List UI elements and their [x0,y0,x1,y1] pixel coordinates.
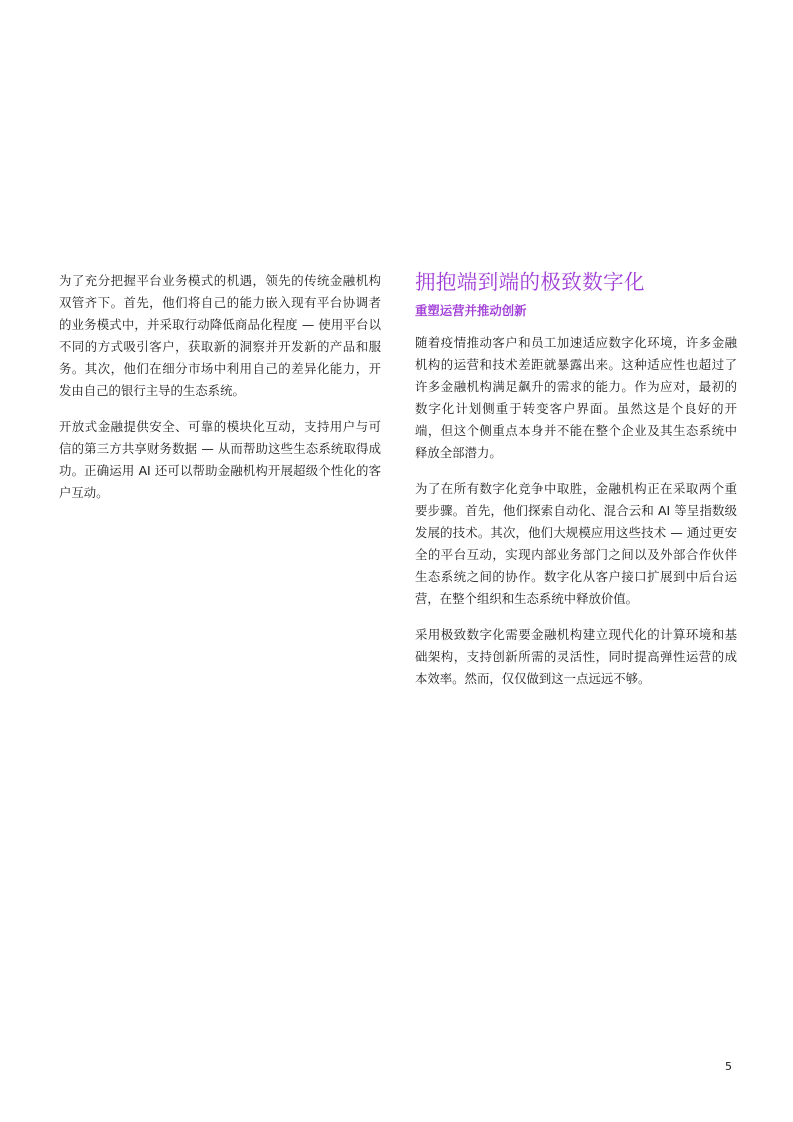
body-paragraph: 采用极致数字化需要金融机构建立现代化的计算环境和基础架构，支持创新所需的灵活性，同时提高弹性运营的成本效率。然而，仅仅做到这一点远远不够。 [415,627,737,686]
section-heading: 拥抱端到端的极致数字化 [415,270,645,294]
body-paragraph: 随着疫情推动客户和员工加速适应数字化环境，许多金融机构的运营和技术差距就暴露出来。这种适应性也超过了许多金融机构满足飙升的需求的能力。作为应对，最初的数字化计划侧重于转变客户界面。虽然这是个良好的开端，但这个侧重点本身并不能在整个企业及其生态系统中释放全部潜力。 [415,335,737,460]
body-paragraph: 为了在所有数字化竞争中取胜，金融机构正在采取两个重要步骤。首先，他们探索自动化、混合云和 AI 等呈指数级发展的技术。其次，他们大规模应用这些技术 — 通过更安全的平台互动，实现内部业务部门之间以及外部合作伙伴生态系统之间的协作。数字化从客户接口扩展到中后台运营，在整个组织和生态系统中释放价值。 [415,481,737,606]
body-paragraph: 为了充分把握平台业务模式的机遇，领先的传统金融机构双管齐下。首先，他们将自己的能力嵌入现有平台协调者的业务模式中，并采取行动降低商品化程度 — 使用平台以不同的方式吸引客户，获取新的洞察并开发新的产品和服务。其次，他们在细分市场中利用自己的差异化能力，开发由自己的银行主导的生态系统。 [59,273,381,398]
body-paragraph: 开放式金融提供安全、可靠的模块化互动，支持用户与可信的第三方共享财务数据 — 从而帮助这些生态系统取得成功。正确运用 AI 还可以帮助金融机构开展超级个性化的客户互动。 [59,419,381,500]
left-column [59,270,381,518]
right-column [415,269,737,704]
section-subheading: 重塑运营并推动创新 [415,303,527,318]
page-number: 5 [725,1060,732,1073]
